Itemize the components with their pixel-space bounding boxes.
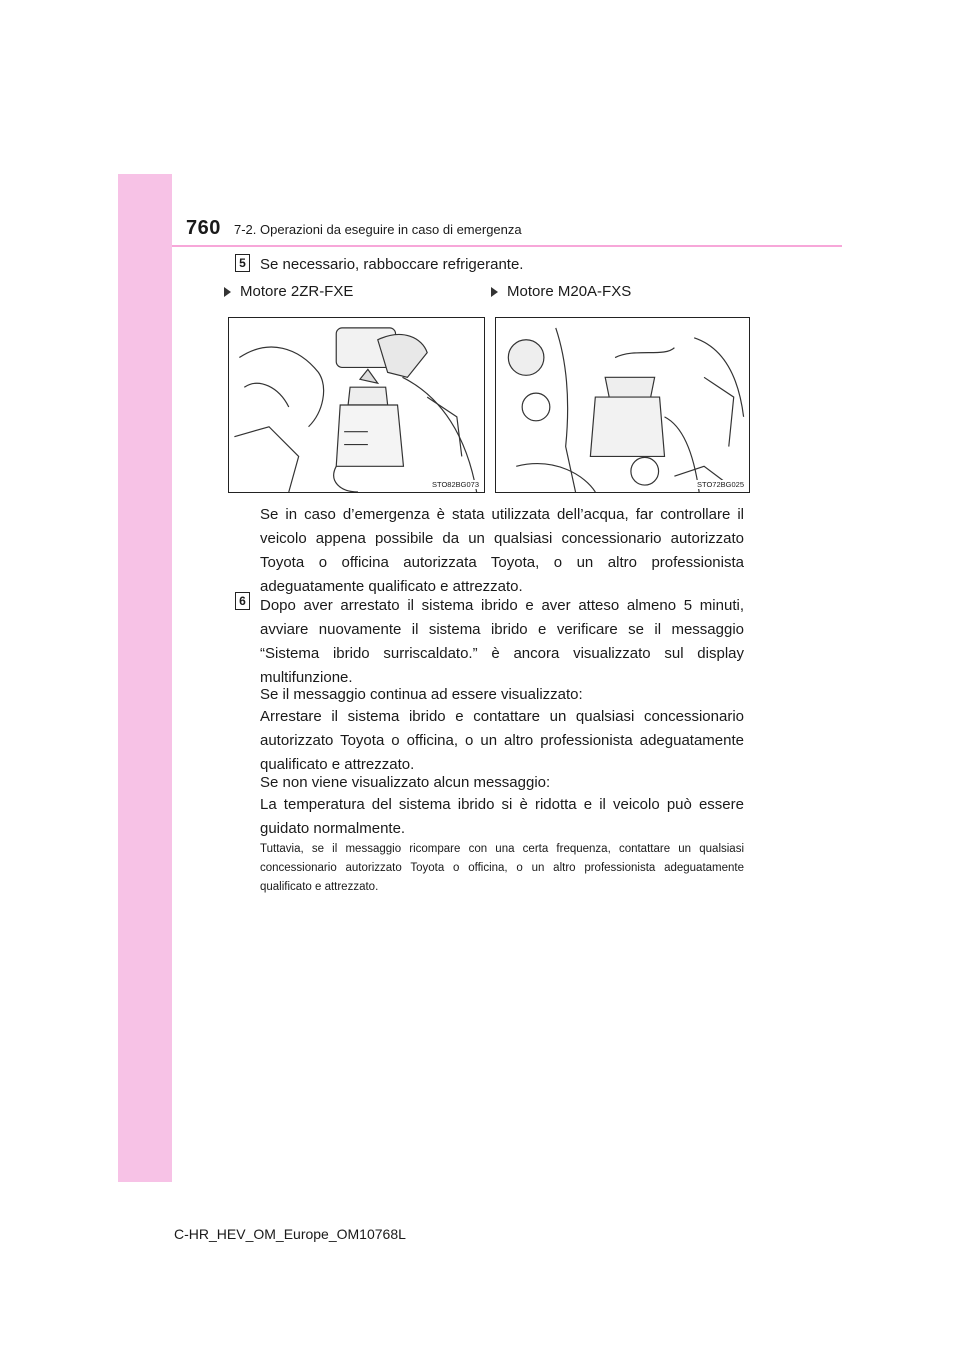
figure-code: STO72BG025 <box>697 480 744 489</box>
no-message-heading: Se non viene visualizzato alcun messaggio: <box>260 774 551 791</box>
header-divider <box>172 245 842 247</box>
figure-label-2zr: Motore 2ZR-FXE <box>224 283 353 300</box>
chapter-sidebar-tab <box>118 174 172 1182</box>
triangle-bullet-icon <box>491 287 498 297</box>
step-6-text: Dopo aver arrestato il sistema ibrido e aver atteso almeno 5 minuti, avviare nuovamente il sistema ibrido e verificare se il messaggio “Sistema ibrido surriscaldato.” è ancora visualizzato sul display multifunzione. <box>260 597 744 686</box>
coolant-refill-drawing <box>496 318 749 492</box>
step-5-text: Se necessario, rabboccare refrigerante. <box>260 256 524 273</box>
step-6-badge: 6 <box>235 592 250 610</box>
emergency-water-paragraph: Se in caso d’emergenza è stata utilizzata dell’acqua, far controllare il veicolo appena possibile da un qualsiasi concessionario autorizzato Toyota o officina autorizzata Toyota, o un altro professionista adeguatamente qualificato e attrezzato. <box>260 506 744 595</box>
page-number: 760 <box>186 217 221 239</box>
section-title: 7-2. Operazioni da eseguire in caso di emergenza <box>234 222 522 237</box>
step-5-badge: 5 <box>235 254 250 272</box>
figure-label-m20a: Motore M20A-FXS <box>491 283 631 300</box>
coolant-refill-drawing <box>229 318 484 492</box>
triangle-bullet-icon <box>224 287 231 297</box>
message-persists-text: Arrestare il sistema ibrido e contattare un qualsiasi concessionario autorizzato Toyota o officina, o un altro professionista adeguatamente qualificato e attrezzato. <box>260 708 744 773</box>
engine-m20a-coolant-illustration <box>495 317 750 493</box>
message-persists-heading: Se il messaggio continua ad essere visualizzato: <box>260 686 583 703</box>
frequency-note: Tuttavia, se il messaggio ricompare con una certa frequenza, contattare un qualsiasi concessionario autorizzato Toyota o officina, o un altro professionista adeguatamente qualificato e attrezzato. <box>260 843 744 893</box>
document-code-footer: C-HR_HEV_OM_Europe_OM10768L <box>174 1226 406 1242</box>
figure-code: STO82BG073 <box>432 480 479 489</box>
engine-2zr-coolant-illustration <box>228 317 485 493</box>
no-message-text: La temperatura del sistema ibrido si è ridotta e il veicolo può essere guidato normalmente. <box>260 796 744 837</box>
